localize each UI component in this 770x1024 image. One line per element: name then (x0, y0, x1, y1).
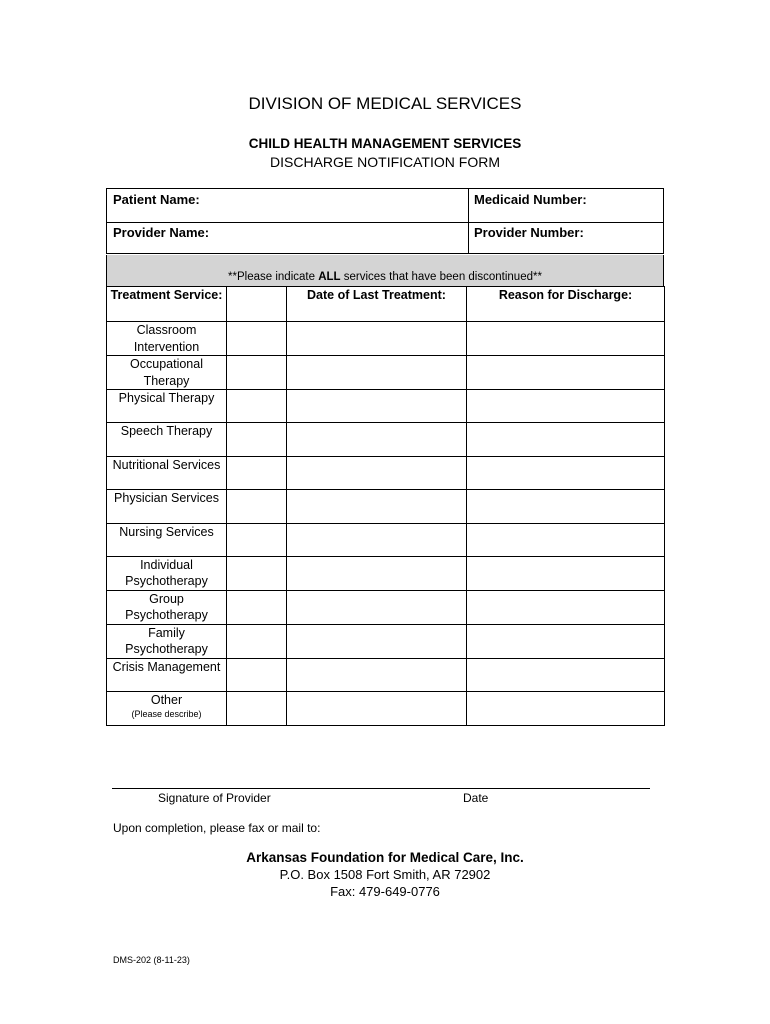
service-checkbox-cell[interactable] (227, 322, 287, 356)
signature-label: Signature of Provider (158, 791, 271, 805)
organization-address: P.O. Box 1508 Fort Smith, AR 72902 (279, 867, 491, 882)
service-checkbox-cell[interactable] (227, 423, 287, 456)
table-header-row (107, 287, 665, 322)
service-checkbox-cell[interactable] (227, 556, 287, 590)
medicaid-number-field[interactable]: Medicaid Number: (474, 192, 587, 207)
page-title: DIVISION OF MEDICAL SERVICES (248, 94, 522, 113)
patient-name-field[interactable]: Patient Name: (113, 192, 200, 207)
patient-provider-info-box (106, 188, 664, 254)
service-name: Nutritional Services (112, 457, 221, 472)
service-checkbox-cell[interactable] (227, 692, 287, 725)
provider-number-field[interactable]: Provider Number: (474, 225, 584, 240)
info-divider-horizontal (107, 222, 663, 223)
table-row (107, 692, 665, 725)
table-row (107, 590, 665, 624)
header-reason-for-discharge: Reason for Discharge: (467, 287, 665, 322)
banner-text: **Please indicate ALL services that have been discontinued** (228, 271, 542, 283)
info-divider-vertical (468, 189, 469, 253)
table-row (107, 423, 665, 456)
last-treatment-date-cell[interactable] (287, 556, 467, 590)
discharge-reason-cell[interactable] (467, 322, 665, 356)
organization-name: Arkansas Foundation for Medical Care, Inc. (246, 850, 524, 865)
last-treatment-date-cell[interactable] (287, 658, 467, 691)
service-name: Crisis Management (112, 659, 221, 674)
service-checkbox-cell[interactable] (227, 523, 287, 556)
service-name: Speech Therapy (120, 424, 213, 439)
last-treatment-date-cell[interactable] (287, 490, 467, 523)
service-name-cell (107, 590, 227, 624)
table-row (107, 658, 665, 691)
service-name: Individual Psychotherapy (125, 557, 208, 589)
discharge-reason-cell[interactable] (467, 556, 665, 590)
discharge-reason-cell[interactable] (467, 390, 665, 423)
table-row (107, 624, 665, 658)
table-row (107, 390, 665, 423)
discharge-reason-cell[interactable] (467, 423, 665, 456)
last-treatment-date-cell[interactable] (287, 356, 467, 390)
service-name: Physician Services (114, 491, 219, 506)
service-name-cell (107, 423, 227, 456)
service-checkbox-cell[interactable] (227, 456, 287, 489)
service-name: Occupational Therapy (130, 357, 203, 388)
last-treatment-date-cell[interactable] (287, 624, 467, 658)
service-name-cell (107, 322, 227, 356)
service-checkbox-cell[interactable] (227, 624, 287, 658)
header-treatment-service: Treatment Service: (107, 287, 227, 322)
last-treatment-date-cell[interactable] (287, 523, 467, 556)
table-row (107, 456, 665, 489)
discharge-reason-cell[interactable] (467, 590, 665, 624)
instruction-banner (106, 255, 664, 286)
service-name-cell (107, 556, 227, 590)
header-checkbox-column (227, 287, 287, 322)
service-checkbox-cell[interactable] (227, 490, 287, 523)
other-describe-note: (Please describe) (131, 708, 202, 719)
service-checkbox-cell[interactable] (227, 658, 287, 691)
table-row (107, 490, 665, 523)
service-name: Physical Therapy (118, 391, 215, 405)
form-code: DMS-202 (8-11-23) (113, 955, 190, 965)
discharge-reason-cell[interactable] (467, 456, 665, 489)
table-row (107, 556, 665, 590)
service-name-cell (107, 490, 227, 523)
last-treatment-date-cell[interactable] (287, 423, 467, 456)
last-treatment-date-cell[interactable] (287, 456, 467, 489)
services-table (106, 286, 665, 726)
service-name: Group Psychotherapy (125, 591, 208, 623)
banner-emphasis: ALL (318, 271, 341, 283)
discharge-reason-cell[interactable] (467, 658, 665, 691)
table-row (107, 322, 665, 356)
organization-fax: Fax: 479-649-0776 (330, 884, 440, 899)
provider-name-field[interactable]: Provider Name: (113, 225, 210, 240)
service-name-cell (107, 456, 227, 489)
fax-instruction: Upon completion, please fax or mail to: (113, 821, 321, 835)
discharge-reason-cell[interactable] (467, 490, 665, 523)
last-treatment-date-cell[interactable] (287, 590, 467, 624)
service-name-cell (107, 523, 227, 556)
program-title: CHILD HEALTH MANAGEMENT SERVICES (248, 136, 522, 151)
form-title: DISCHARGE NOTIFICATION FORM (270, 154, 500, 170)
service-checkbox-cell[interactable] (227, 356, 287, 390)
discharge-reason-cell[interactable] (467, 356, 665, 390)
header-date-last-treatment: Date of Last Treatment: (287, 287, 467, 322)
service-name-cell (107, 390, 227, 423)
signature-line[interactable] (112, 788, 650, 789)
last-treatment-date-cell[interactable] (287, 692, 467, 725)
table-row (107, 356, 665, 390)
last-treatment-date-cell[interactable] (287, 390, 467, 423)
discharge-reason-cell[interactable] (467, 523, 665, 556)
service-name-cell (107, 356, 227, 390)
service-checkbox-cell[interactable] (227, 390, 287, 423)
discharge-reason-cell[interactable] (467, 624, 665, 658)
service-name-cell (107, 692, 227, 725)
service-name: Nursing Services (119, 524, 214, 539)
discharge-reason-cell[interactable] (467, 692, 665, 725)
service-name: Other (150, 693, 183, 708)
date-label: Date (463, 791, 489, 805)
service-name-cell (107, 658, 227, 691)
table-row (107, 523, 665, 556)
last-treatment-date-cell[interactable] (287, 322, 467, 356)
service-checkbox-cell[interactable] (227, 590, 287, 624)
service-name: Classroom Intervention (133, 323, 200, 354)
service-name-cell (107, 624, 227, 658)
service-name: Family Psychotherapy (125, 625, 208, 657)
